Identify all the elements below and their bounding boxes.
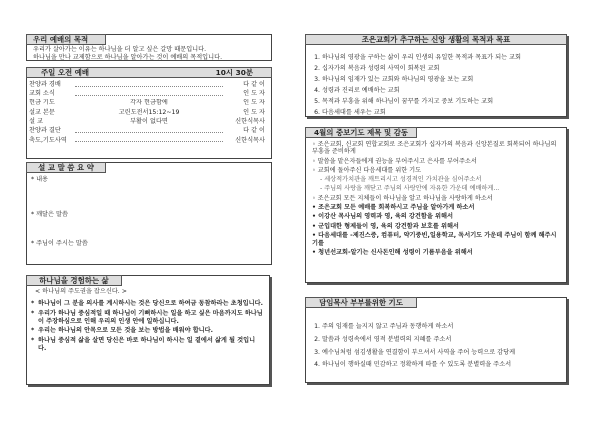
service-row-leader: 인 도 자	[243, 99, 265, 107]
sermon-note-content: * 내용	[31, 176, 49, 183]
pastor-prayer-item: 3. 예수님처럼 섬김생활을 연결함이 부으셔서 사역을 주어 능력으로 감당케	[322, 349, 562, 357]
service-title: 주일 오전 예배	[41, 67, 89, 77]
service-row	[29, 80, 265, 89]
service-row-label: 설 교	[29, 117, 43, 125]
pastor-prayer-list	[310, 318, 562, 374]
prayer-item: • 다음세대를 -제진스증, 컴퓨터, 약기중빈,일용학교, 독서기도 가운데 주님이 함께 해주시기를	[312, 231, 557, 247]
service-row-label: 찬양과 결단	[29, 127, 61, 135]
sermon-note-given: * 주님이 주시는 말씀	[31, 240, 88, 247]
service-row	[29, 108, 265, 117]
sermon-title: 부활이 없다면	[130, 117, 168, 125]
service-row-detail: 고린도전서15:12~19	[118, 108, 180, 116]
prayer-item: ◦ 조은교회, 신교회 연합교회로 조은교회가 십자가의 복음과 신앙본질로 회복되어 하나님의 부흥을 준비하게	[312, 140, 557, 156]
service-row	[29, 126, 265, 135]
experience-subtitle: < 하나님의 주도권을 잡으신다. >	[35, 288, 127, 295]
purpose-line: 하나님을 만나 교제함으로 하나님을 알아가는 것이 예배의 목적입니다.	[33, 53, 223, 61]
experience-item: * 우리가 하나님 중심적일 때 하나님이 기뻐하시는 일을 하고 싶은 마음까지도 하나님이 주장하심으로 인해 우리의 인생 안에 일하십니다.	[31, 309, 263, 325]
prayer-list	[312, 139, 562, 258]
experience-title: 하나님을 경험하는 삶	[26, 275, 122, 286]
service-order-list	[29, 80, 265, 145]
prayer-section	[305, 127, 567, 283]
service-row-leader: 다 같 이	[243, 80, 265, 88]
goals-section	[305, 34, 567, 117]
service-row-leader: 신한식목사	[235, 117, 265, 125]
experience-item: * 우리는 하나님의 안목으로 모든 것을 보는 방법을 배워야 합니다.	[31, 327, 213, 335]
service-row-label: 설교 본문	[29, 108, 55, 116]
prayer-item: • 군입대한 형제들이 영, 육의 강건함과 보호를 위해서	[312, 222, 459, 230]
experience-item: * 하나님 중심적 삶을 살면 당신은 바로 하나님이 하시는 일 곁에서 삶게 될 것입니다.	[31, 337, 256, 352]
service-row-leader: 인 도 자	[243, 90, 265, 98]
service-row-leader: 인 도 자	[243, 108, 265, 116]
experience-list	[31, 298, 263, 355]
prayer-item: ◦ 교회에 돌아주신 다음세대를 위한 기도	[312, 166, 422, 174]
pastor-prayer-item: 1. 주의 임재를 늘지지 않고 주님과 동행하게 하소서	[322, 323, 562, 331]
pastor-prayer-item: 2. 말씀과 성령속에서 영적 분별력의 지혜를 주소서	[322, 336, 562, 344]
service-row-label: 교회 소식	[29, 90, 55, 98]
goal-item: 1. 하나님의 영광을 구하는 삶이 우리 인생의 유일한 목적과 목표가 되는 교회	[322, 54, 562, 62]
prayer-subitem: - 세상적가치관을 깨트리시고 성경적인 가치관을 심어주소서	[320, 176, 482, 184]
prayer-item: • 조은교회 모든 예배를 회복하시고 주님을 알아가게 하소서	[312, 204, 475, 212]
service-row-leader: 신한식목사	[235, 136, 265, 144]
experience-section	[26, 275, 270, 385]
service-row-leader: 다 같 이	[243, 127, 265, 135]
experience-item: * 하나님이 그 분을 의사를 계시하시는 것은 당신으로 하여금 동참하라는 초청입니다.	[31, 300, 263, 307]
prayer-subitem: - 주님의 사랑을 깨닫고 주님의 사랑안에 자유한 가운데 예배하게...	[320, 185, 500, 193]
purpose-line: 우리가 살아가는 이유는 하나님을 더 알고 싶은 갈망 때문입니다.	[33, 46, 207, 53]
pastor-prayer-section	[305, 297, 567, 383]
service-order-section	[26, 67, 272, 159]
service-row	[29, 136, 265, 145]
goal-item: 2. 십자가의 복음과 성령의 사역이 회복된 교회	[322, 65, 562, 73]
service-row	[29, 99, 265, 108]
service-row-label: 축도,기도사역	[29, 136, 67, 144]
service-order-header	[26, 67, 272, 78]
service-row	[29, 89, 265, 98]
sermon-summary-title: 설 교 말 씀 요 약	[26, 162, 106, 173]
worship-purpose-section	[26, 34, 272, 61]
service-row-label: 헌금 기도	[29, 99, 55, 107]
sermon-summary-section	[26, 162, 272, 265]
pastor-prayer-title: 담임목사 부부를위한 기도	[305, 297, 417, 308]
goal-item: 3. 하나님의 임재가 있는 교회와 하나님의 영광을 보는 교회	[322, 76, 562, 84]
goals-title: 조은교회가 추구하는 신앙 생활의 목적과 목표	[305, 34, 567, 45]
prayer-item: ◦ 조은교회 모든 지체들이 하나님을 알고 하나님을 사랑하게 하소서	[312, 194, 493, 202]
sermon-note-realized: * 깨달은 말씀	[31, 211, 68, 218]
worship-purpose-title: 우리 예배의 목적	[26, 34, 106, 45]
pastor-prayer-item: 4. 하나님이 행하실때 민감하고 정확하게 따를 수 있도록 분별력을 주소서	[322, 361, 562, 369]
service-row-detail: 각자 헌금함에	[130, 99, 168, 107]
service-row	[29, 117, 265, 126]
prayer-item: • 이강산 목사님의 영력과 영, 육의 강건함을 위해서	[312, 213, 453, 221]
prayer-item: ◦ 말씀을 맡은자들에게 권능을 부어주시고 은사를 부어주소서	[312, 157, 477, 165]
prayer-item: • 청년선교회-알기는 신사돈인해 성령이 기름부음을 위해서	[312, 249, 473, 257]
prayer-title: 4월의 중보기도 제목 및 감동	[305, 127, 417, 138]
goal-item: 5. 목적과 부흥을 위해 하나님이 꿈꾸를 가지고 중보 기도하는 교회	[322, 98, 562, 106]
service-time: 10시 30분	[215, 67, 253, 77]
goal-item: 6. 다음세대를 세우는 교회	[322, 109, 562, 117]
goals-list	[310, 51, 562, 120]
goal-item: 4. 성령과 진리로 예배하는 교회	[322, 87, 562, 95]
worship-purpose-body	[33, 46, 267, 62]
service-row-label: 찬양과 경배	[29, 80, 61, 88]
